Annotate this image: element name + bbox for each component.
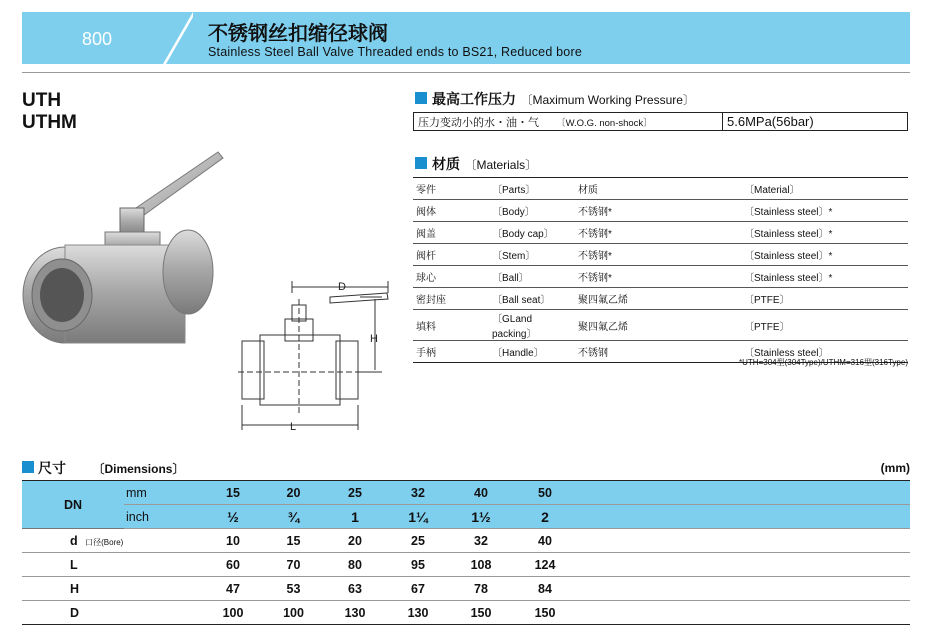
dimensions-unit: (mm) [880,461,910,475]
dims-d-row [22,601,910,625]
materials-title: 材质 [432,157,460,173]
model-uthm: UTHM [22,112,77,133]
material-name: 聚四氟乙烯 [575,310,741,341]
dims-cell: 70 [264,553,323,577]
pressure-value: 5.6MPa(56bar) [723,113,908,131]
dims-cell: 78 [449,577,513,601]
part-name-en: 〔Stem〕 [489,244,575,266]
dims-bore-sub: 口径(Bore) [85,537,124,547]
dimensions-section-marker [22,461,34,473]
materials-section-marker [415,157,427,169]
dims-empty-cell [577,553,910,577]
material-name-en: 〔Stainless steel〕* [741,244,908,266]
dims-cell: 150 [470,605,492,620]
dims-row-label: D [70,605,80,620]
header-slant [163,12,193,64]
material-name-en: 〔Stainless steel〕* [741,200,908,222]
diagram-label-d: D [338,281,346,293]
part-name-en: 〔Ball seat〕 [489,288,575,310]
dims-cell: 80 [323,553,387,577]
pressure-title-en: 〔Maximum Working Pressure〕 [520,93,695,107]
material-name: 不锈钢 [578,348,608,359]
dims-inch-cell: ¾ [264,505,323,529]
part-name: 手柄 [416,348,436,359]
part-name-en: 〔Ball〕 [489,266,575,288]
dims-cell: 100 [222,605,244,620]
dims-inch-cell: 1½ [449,505,513,529]
dimensions-title: 尺寸 [38,461,66,477]
dims-mm-cell: 50 [513,481,577,505]
materials-row [413,266,908,288]
materials-row [413,310,908,341]
materials-header-material-en: 〔Material〕 [741,178,908,200]
dims-empty-cell [577,481,910,505]
valve-photo [20,140,235,355]
dims-cell: 47 [202,577,264,601]
dims-cell: 130 [344,605,366,620]
dims-mm-cell: 15 [202,481,264,505]
dims-empty-cell [577,577,910,601]
part-name: 密封座 [413,288,489,310]
materials-row [413,244,908,266]
pressure-table [413,112,908,131]
pressure-label-cell [414,113,723,131]
part-name: 填料 [413,310,489,341]
dims-bore-label: d [70,533,78,548]
dims-inch-row [22,505,910,529]
materials-header-part-en: 〔Parts〕 [489,178,575,200]
materials-header-part: 零件 [413,178,489,200]
material-name-en: 〔PTFE〕 [741,288,908,310]
dims-h-row [22,577,910,601]
material-name-en: 〔Stainless steel〕* [741,266,908,288]
dims-bore-row [22,529,910,553]
dims-cell: 150 [534,605,556,620]
dims-mm-cell: 32 [387,481,449,505]
dims-cell: 60 [202,553,264,577]
dims-cell: 20 [323,529,387,553]
dims-dn-label: DN [22,481,124,529]
dimensions-title-en: 〔Dimensions〕 [92,462,185,476]
dims-inch-cell: ½ [202,505,264,529]
dims-empty-cell [577,601,910,625]
part-name-en: 〔Handle〕 [492,348,544,359]
dims-cell: 10 [202,529,264,553]
dims-inch-label: inch [124,505,202,529]
dims-inch-cell: 1¼ [387,505,449,529]
dims-mm-row [22,481,910,505]
part-name-en: 〔Body cap〕 [489,222,575,244]
dims-row-label: H [22,577,202,601]
dims-cell: 67 [387,577,449,601]
dims-cell: 15 [264,529,323,553]
header-subtitle: Stainless Steel Ball Valve Threaded ends to BS21, Reduced bore [208,45,582,59]
part-name: 阀盖 [413,222,489,244]
dims-cell: 25 [387,529,449,553]
pressure-section-marker [415,92,427,104]
material-name-en: 〔Stainless steel〕* [741,222,908,244]
header-title: 不锈钢丝扣缩径球阀 [208,21,388,45]
dims-mm-label: mm [124,481,202,505]
materials-table [413,177,908,363]
dims-cell: 32 [449,529,513,553]
part-name: 阀体 [413,200,489,222]
dims-cell: 53 [264,577,323,601]
model-uth: UTH [22,90,62,111]
material-name: 不锈钢* [575,266,741,288]
dims-empty-cell [577,505,910,529]
dims-mm-cell: 20 [264,481,323,505]
material-name-en: 〔PTFE〕 [741,310,908,341]
dims-mm-cell: 25 [323,481,387,505]
header-divider [22,72,910,73]
pressure-label: 压力变动小的水・油・气 [418,115,539,129]
part-name: 球心 [413,266,489,288]
materials-header-row [413,178,908,200]
valve-dimension-diagram [230,275,400,435]
dims-bore-label-cell [22,529,202,553]
material-name: 不锈钢* [575,200,741,222]
dims-cell: 108 [449,553,513,577]
header-number: 800 [82,29,113,49]
materials-row [413,222,908,244]
dims-inch-cell: 2 [513,505,577,529]
pressure-title: 最高工作压力 [432,92,516,108]
dims-cell: 130 [407,605,429,620]
materials-title-en: 〔Materials〕 [464,158,538,172]
materials-header-material: 材质 [575,178,741,200]
dims-cell: 84 [513,577,577,601]
dimensions-table [22,480,910,625]
dims-inch-cell: 1 [323,505,387,529]
materials-row [413,200,908,222]
material-name-en: 〔Stainless steel〕 [744,348,829,359]
dims-cell: 95 [387,553,449,577]
part-name-en: 〔GLand packing〕 [489,310,575,341]
diagram-label-l: L [290,421,297,433]
part-name: 阀杆 [413,244,489,266]
diagram-label-h: H [370,333,378,345]
pressure-section-heading [432,89,695,109]
part-name-en: 〔Body〕 [489,200,575,222]
materials-note: *UTH=304型(304Type)/UTHM=316型(316Type) [739,358,908,367]
dims-empty-cell [577,529,910,553]
dims-cell: 40 [513,529,577,553]
dims-row-label: L [22,553,202,577]
dimensions-section-heading [38,458,184,478]
dims-cell: 124 [513,553,577,577]
dims-cell: 100 [283,605,304,620]
dims-cell: 63 [323,577,387,601]
material-name: 不锈钢* [575,244,741,266]
materials-row [413,288,908,310]
dims-l-row [22,553,910,577]
material-name: 不锈钢* [575,222,741,244]
materials-section-heading [432,154,537,174]
dims-mm-cell: 40 [449,481,513,505]
pressure-label-en: 〔W.O.G. non-shock〕 [556,117,653,129]
material-name: 聚四氟乙烯 [575,288,741,310]
